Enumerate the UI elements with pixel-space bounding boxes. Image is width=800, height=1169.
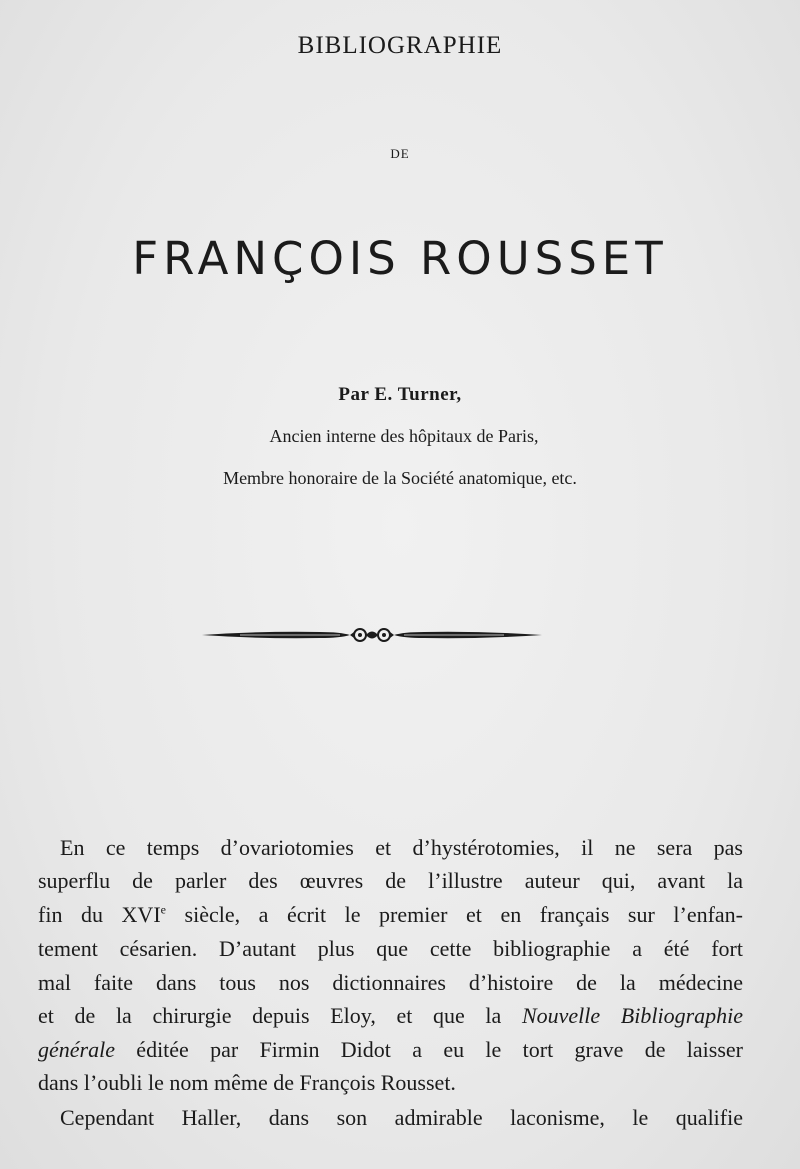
- author-credential-1: Ancien interne des hôpitaux de Paris,: [269, 426, 539, 446]
- text-span: siècle, a écrit le premier et en français sur l’enfan-: [165, 902, 743, 927]
- author-name: Par E. Turner,: [338, 384, 462, 405]
- text-span: fin du XVI: [38, 902, 161, 927]
- header-title: BIBLIOGRAPHIE: [297, 32, 503, 59]
- main-title: FRANÇOIS ROUSSET: [132, 232, 668, 285]
- paragraph-1-line-4: tement césarien. D’autant plus que cette bibliographie a été fort: [38, 936, 743, 961]
- text-span: éditée par Firmin Didot a eu le tort grave de laisser: [114, 1037, 743, 1062]
- paragraph-1-line-5: mal faite dans tous nos dictionnaires d’histoire de la médecine: [38, 970, 743, 995]
- italic-title: Nouvelle Bibliographie: [521, 1003, 744, 1028]
- paragraph-1-line-3: [38, 899, 743, 931]
- paragraph-1-line-1: En ce temps d’ovariotomies et d’hystérotomies, il ne sera pas: [60, 835, 743, 860]
- paragraph-2-line-1: Cependant Haller, dans son admirable laconisme, le qualifie: [60, 1105, 743, 1130]
- author-credential-2: Membre honoraire de la Société anatomique, etc.: [223, 468, 577, 488]
- paragraph-1-line-2: superflu de parler des œuvres de l’illustre auteur qui, avant la: [38, 868, 743, 893]
- paragraph-1-line-8: dans l’oubli le nom même de François Rousset.: [38, 1070, 456, 1095]
- decorative-rule-ornament: [200, 620, 544, 650]
- text-span: et de la chirurgie depuis Eloy, et que la: [38, 1003, 522, 1028]
- italic-title: générale: [38, 1037, 115, 1062]
- superscript: e: [160, 902, 166, 917]
- paragraph-1-line-6: [38, 1000, 743, 1032]
- paragraph-1-line-7: [38, 1034, 743, 1066]
- header-de: DE: [390, 146, 410, 161]
